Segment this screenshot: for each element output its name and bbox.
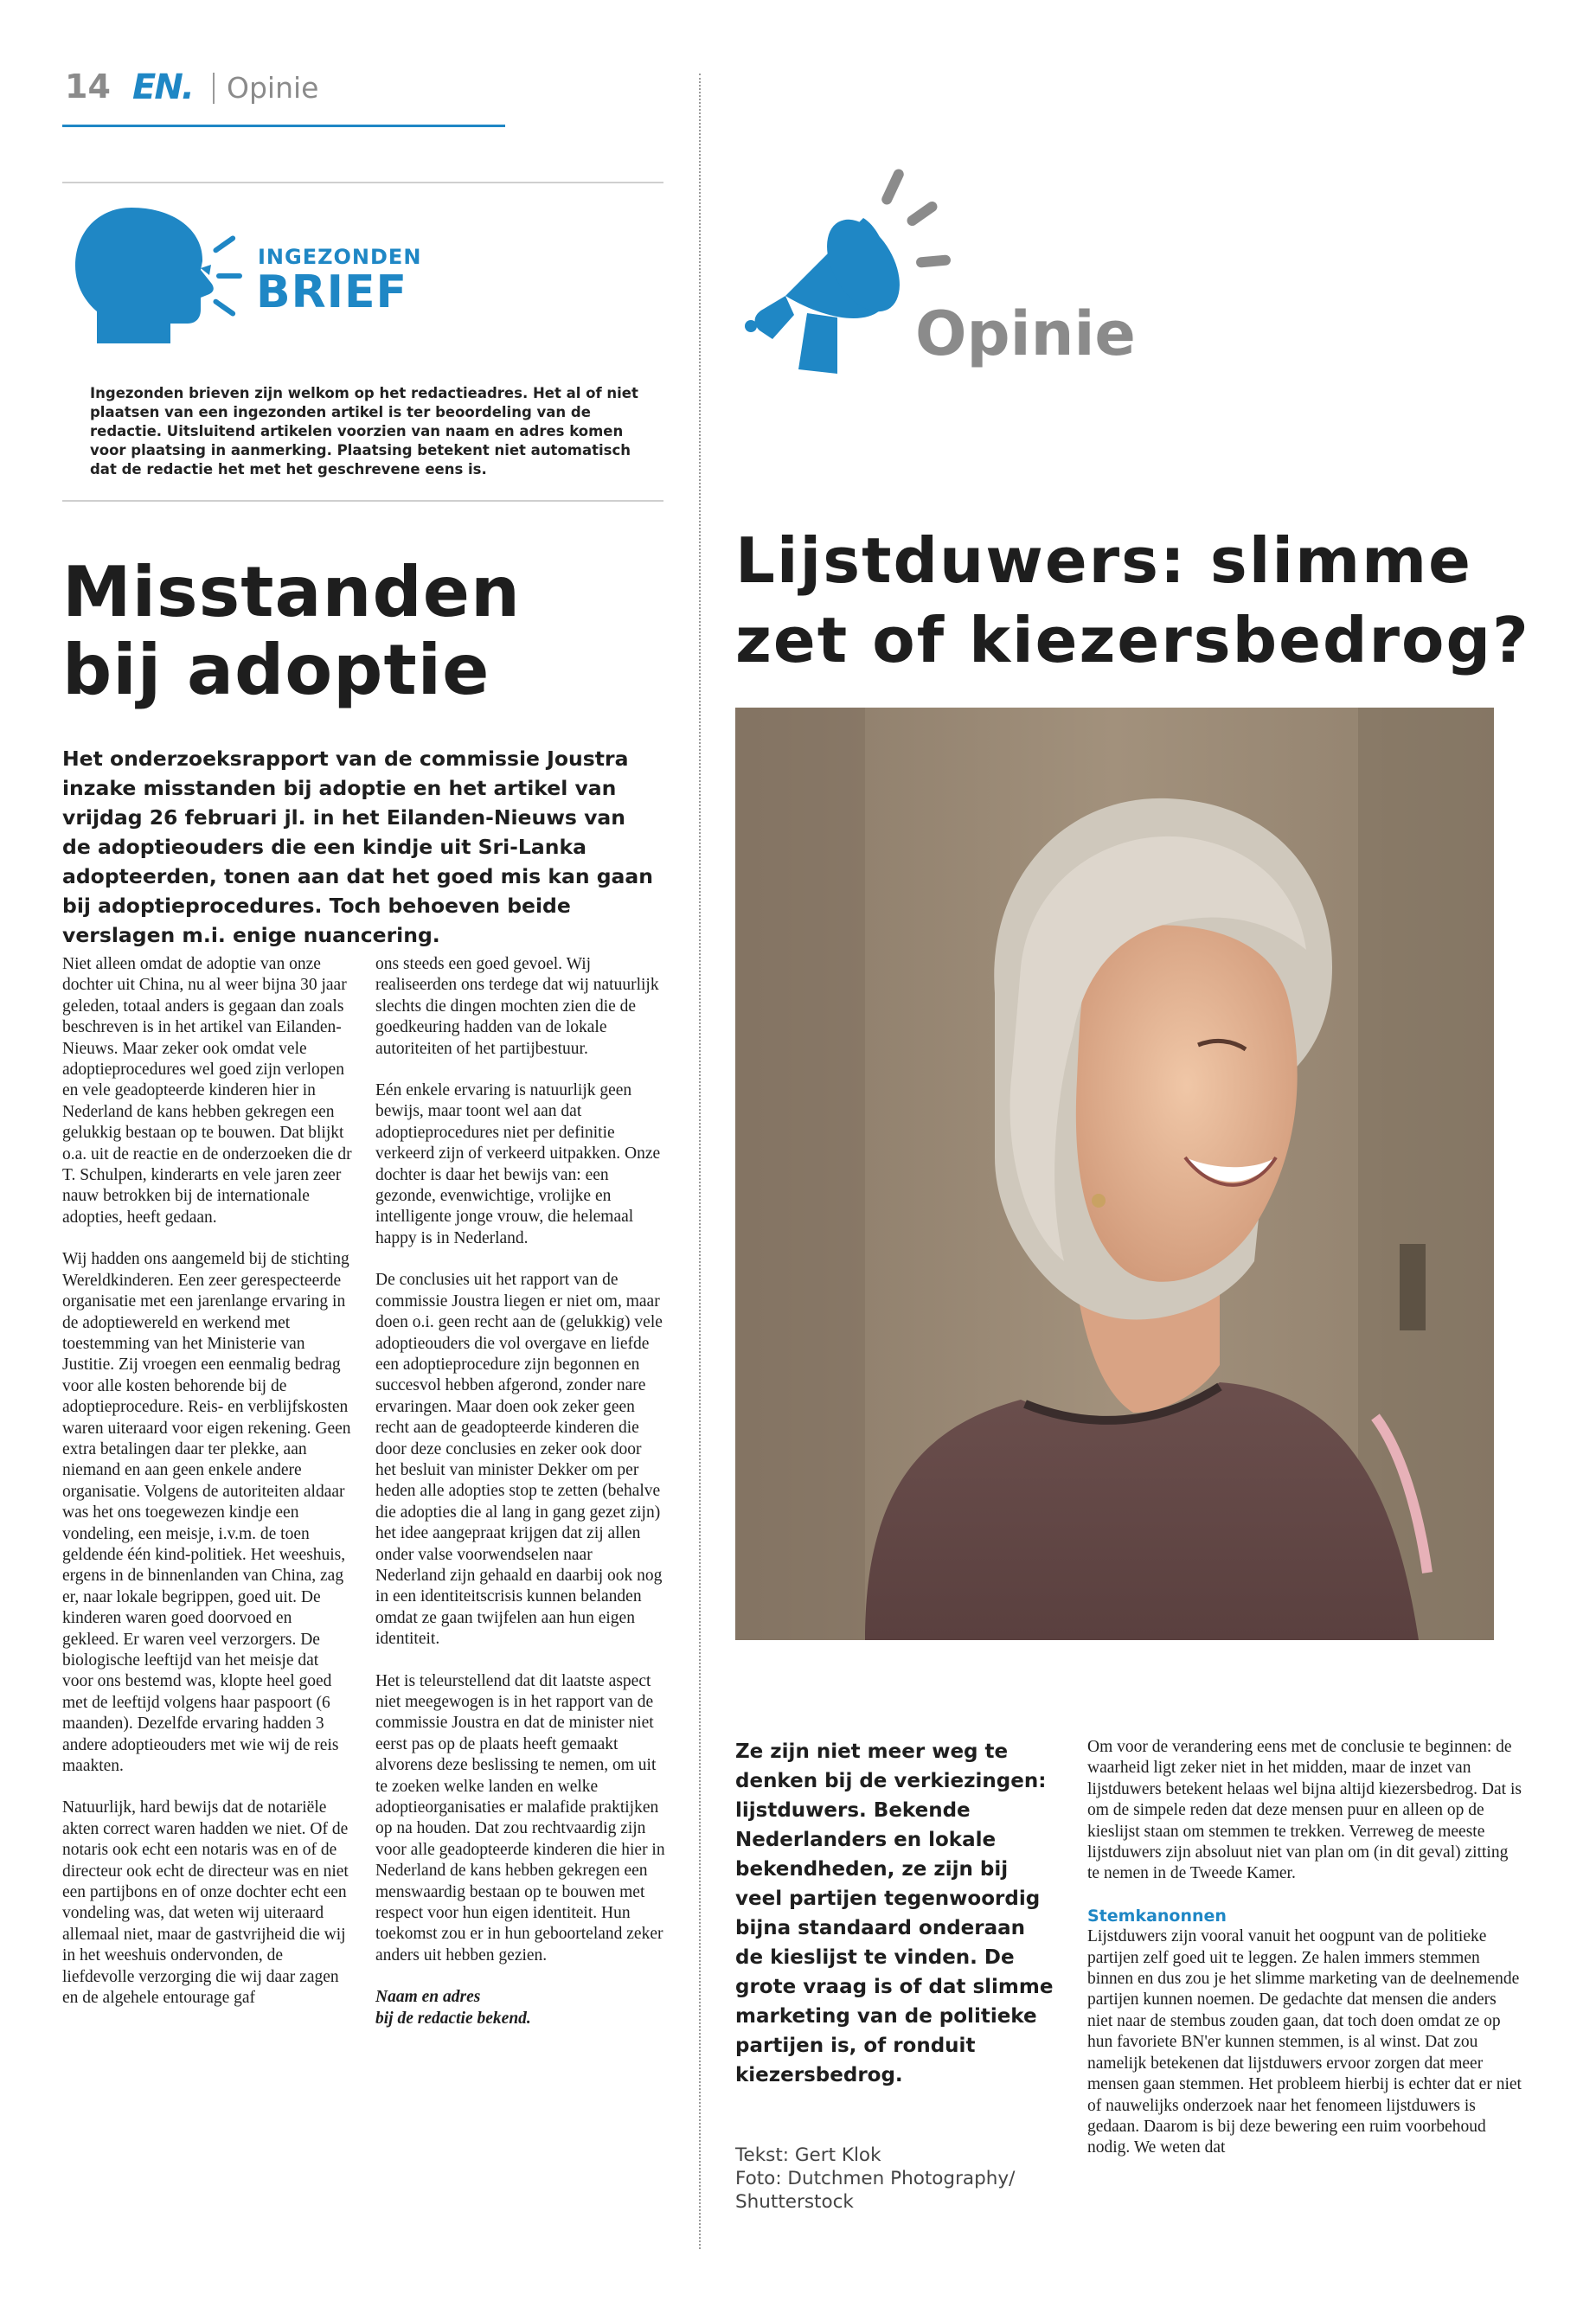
paragraph: Om voor de verandering eens met de conclusie te beginnen: de waarheid ligt zeker niet in het midden, maar de inzet van lijstduwers betekent helaas wel bijna altijd kiezersbedrog. Dat is om de simpele reden dat deze mensen puur en alleen op de kieslijst staan om stemmen te trekken. Verreweg de meeste lijstduwers zijn absoluut niet van plan om (in dit geval) zitting te nemen in de Tweede Kamer. (1087, 1738, 1522, 1883)
photo-credit: Foto: Dutchmen Photography/ Shutterstock (735, 2168, 1016, 2213)
paragraph: Lijstduwers zijn vooral vanuit het oogpunt van de politieke partijen zelf goed uit te leggen. Ze halen immers stemmen binnen en dus zou je het slimme marketing van de deelnemende partijen kunnen noemen. De gedachte dat mensen die anders niet naar de stembus zouden gaan, dat toch doen omdat ze op hun favoriete BN'er kunnen stemmen, is al winst. Dat zou namelijk betekenen dat lijstduwers ervoor zorgen dat meer mensen gaan stemmen. Het probleem hierbij is echter dat er niet of nauwelijks onderzoek naar het fenomeen lijstduwers is gedaan. Daarom is bij deze bewering een ruim voorbehoud nodig. We weten dat (1087, 1927, 1522, 2157)
speaking-head-icon (71, 201, 244, 348)
signoff-line-2: bij de redactie bekend. (375, 2009, 531, 2028)
paragraph: Natuurlijk, hard bewijs dat de notariële akten correct waren hadden we niet. Of de notaris ook echt een notaris was en of de directeur ook echt de directeur was en niet een partijbons en of onze dochter echt een vondeling was, dat weten wij uiteraard allemaal niet, maar de gastvrijheid die wij in het weeshuis ondervonden, de liefdevolle verzorging die wij daar zagen en de algehele entourage gaf (62, 1798, 349, 2008)
left-article-title (62, 554, 668, 709)
paragraph: Het is teleurstellend dat dit laatste aspect niet meegewogen is in het rapport van de commissie Joustra en dat de minister niet eerst pas op de plaats heeft gemaakt alvorens deze beslissing te nemen, om uit te zoeken welke landen en welke adoptieorganisaties er malafide praktijken op na houden. Dat zou rechtvaardig zijn voor alle geadopteerde kinderen die hier in Nederland de kans hebben gekregen een menswaardig bestaan op te bouwen met respect voor hun eigen identiteit. Hun toekomst zou er in hun geboorteland zeker anders uit hebben gezien. (375, 1671, 665, 1965)
letters-box-bottom-rule (62, 500, 663, 502)
letters-label-small: INGEZONDEN (258, 245, 422, 269)
right-title-line-1: Lijstduwers: slimme (735, 524, 1472, 597)
right-title-line-2: zet of kiezersbedrog? (735, 604, 1530, 676)
header-separator (213, 73, 215, 104)
header-rule (62, 125, 505, 127)
paragraph: De conclusies uit het rapport van de commissie Joustra liegen er niet om, maar doen o.i. geen recht aan de (gelukkig) vele adoptieouders die vol overgave en liefde een adoptieprocedure zijn begonnen en succesvol hebben afgerond, zonder nare ervaringen. Maar doen ook zeker geen recht aan de geadopteerde kinderen die door deze conclusies en zeker ook door het besluit van minister Dekker om per heden alle adopties stop te zetten (behalve die adopties die al lang in gang gezet zijn) het idee aangepraat krijgen dat zij allen onder valse voorwendselen naar Nederland zijn gehaald en daarbij ook nog in een identiteitscrisis kunnen belanden omdat ze gaan twijfelen aan hun eigen identiteit. (375, 1271, 663, 1649)
signoff-line-1: Naam en adres (375, 1988, 481, 2007)
left-article-column-2 (375, 954, 665, 2050)
article-credits (735, 2144, 1060, 2214)
column-divider (699, 74, 701, 2249)
letters-box-text: Ingezonden brieven zijn welkom op het redactieadres. Het al of niet plaatsen van een ingezonden artikel is ter beoordeling van de redactie. Uitsluitend artikelen voorzien van naam en adres komen voor plaatsing in aanmerking. Plaatsing betekent niet automatisch dat de redactie het met het geschrevene eens is. (90, 385, 638, 478)
right-article-intro: Ze zijn niet meer weg te denken bij de verkiezingen: lijstduwers. Bekende Nederlanders en lokale bekendheden, ze zijn bij veel partijen tegenwoordig bijna standaard onderaan de kieslijst te vinden. De grote vraag is of dat slimme marketing van de politieke partijen is, of ronduit kiezersbedrog. (735, 1740, 1054, 2086)
paragraph: ons steeds een goed gevoel. Wij realiseerden ons terdege dat wij natuurlijk slechts die dingen mochten zien die de goedkeuring hadden van de lokale autoriteiten of het partijbestuur. (375, 955, 659, 1058)
letters-label-big: BRIEF (256, 266, 408, 318)
letters-box-top-rule (62, 182, 663, 183)
newspaper-logo: EN. (132, 67, 193, 107)
right-article-title (735, 521, 1566, 680)
paragraph: Eén enkele ervaring is natuurlijk geen bewijs, maar toont wel aan dat adoptieprocedures niet per definitie verkeerd zijn of verkeerd uitpakken. Onze dochter is daar het bewijs van: een gezonde, evenwichtige, vrolijke en intelligente jonge vrouw, die helemaal happy is in Nederland. (375, 1081, 661, 1247)
article-photo-smiling-woman (735, 708, 1494, 1640)
paragraph: Niet alleen omdat de adoptie van onze dochter uit China, nu al weer bijna 30 jaar geleden, totaal anders is gegaan dan zoals beschreven is in het artikel van Eilanden-Nieuws. Maar zeker ook omdat vele adoptieprocedures wel goed zijn verlopen en vele geadopteerde kinderen hier in Nederland de kans hebben gekregen een gelukkig bestaan op te bouwen. Dat blijkt o.a. uit de reactie en de onderzoeken die dr T. Schulpen, kinderarts en vele jaren zeer nauw betrokken bij de internationale adopties, heeft gedaan. (62, 955, 352, 1227)
left-title-line-2: bij adoptie (62, 630, 490, 710)
page-number: 14 (65, 67, 111, 106)
paragraph: Wij hadden ons aangemeld bij de stichting Wereldkinderen. Een zeer gerespecteerde organisatie met een jarenlange ervaring in de adoptiewereld en werkend met toestemming van het Ministerie van Justitie. Zij vroegen een eenmalig bedrag voor alle kosten behorende bij de adoptieprocedure. Reis- en verblijfskosten waren uiteraard voor eigen rekening. Geen extra betalingen daar ter plekke, aan niemand en aan geen enkele andere organisatie. Volgens de autoriteiten aldaar was het ons toegewezen kindje een vondeling, een meisje, i.v.m. de toen geldende één kind-politiek. Het weeshuis, ergens in de binnenlanden van China, zag er, naar lokale begrippen, goed uit. De kinderen waren goed doorvoed en gekleed. Er waren veel verzorgers. De biologische leeftijd van het meisje dat voor ons bestemd was, klopte heel goed met de leeftijd volgens haar paspoort (6 maanden). Dezelfde ervaring hadden 3 andere adoptieouders met wie wij de reis maakten. (62, 1250, 351, 1776)
left-title-line-1: Misstanden (62, 552, 521, 632)
left-article-intro: Het onderzoeksrapport van de commissie Joustra inzake misstanden bij adoptie en het artikel van vrijdag 26 februari jl. in het Eilanden-Nieuws van de adoptieouders die een kindje uit Sri-Lanka adopteerden, tonen aan dat het goed mis kan gaan bij adoptieprocedures. Toch behoeven beide verslagen m.i. enige nuancering. (62, 747, 653, 947)
subheading-stemkanonnen: Stemkanonnen (1087, 1906, 1227, 1926)
left-article-column-1 (62, 954, 352, 2030)
author-signoff (375, 1987, 665, 2029)
text-credit: Tekst: Gert Klok (735, 2144, 881, 2166)
right-article-body (1087, 1737, 1524, 2180)
section-label: Opinie (227, 71, 319, 105)
opinie-section-label: Opinie (915, 298, 1136, 369)
